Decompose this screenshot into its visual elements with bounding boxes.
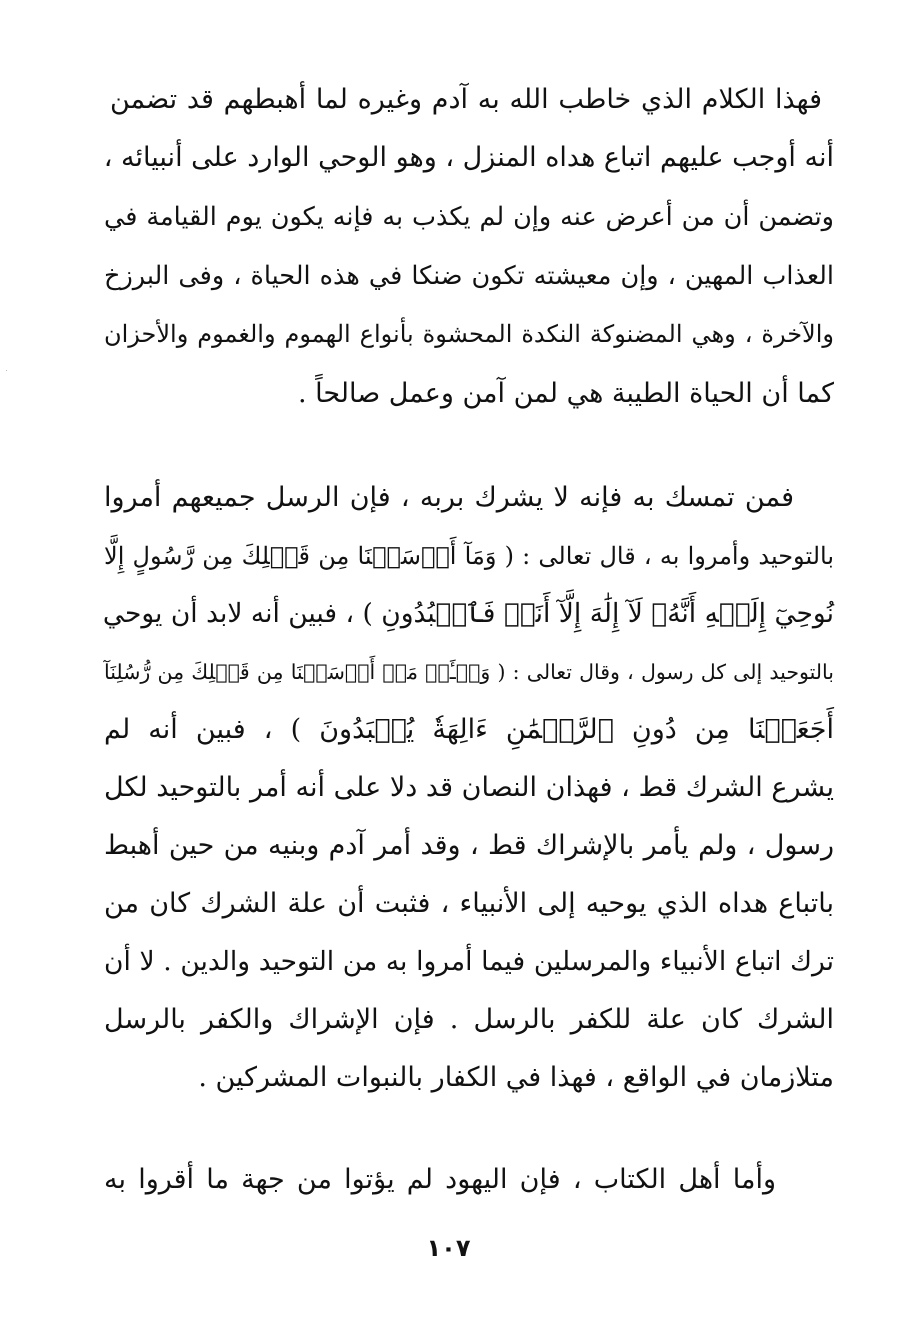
paragraph-line: العذاب المهين ، وإن معيشته تكون ضنكا في هذه الحياة ، وفى البرزخ xyxy=(104,261,834,291)
paragraph-line: وأما أهل الكتاب ، فإن اليهود لم يؤتوا من جهة ما أقروا به xyxy=(104,1164,776,1195)
paragraph-line: رسول ، ولم يأمر بالإشراك قط ، وقد أمر آدم وبنيه من حين أهبط xyxy=(104,830,834,861)
paragraph-line-with-verse: بالتوحيد وأمروا به ، قال تعالى : ( وَمَآ أَرۡسَلۡنَا مِن قَبۡلِكَ مِن رَّسُولٍ إِلَّا xyxy=(104,542,834,570)
paragraph-line-with-verse: نُوحِيٓ إِلَيۡهِ أَنَّهُۥ لَآ إِلَٰهَ إِلَّآ أَنَا۠ فَٱعۡبُدُونِ ) ، فبين أنه لابد أن يوحي xyxy=(102,598,834,629)
paragraph-line: وتضمن أن من أعرض عنه وإن لم يكذب به فإنه يكون يوم القيامة في xyxy=(104,202,834,232)
paragraph-line: فمن تمسك به فإنه لا يشرك بربه ، فإن الرسل جميعهم أمروا xyxy=(104,482,794,513)
paragraph-line: والآخرة ، وهي المضنوكة النكدة المحشوة بأنواع الهموم والغموم والأحزان xyxy=(104,320,834,348)
paragraph-line: متلازمان في الواقع ، فهذا في الكفار بالنبوات المشركين . xyxy=(198,1062,834,1093)
paragraph-line: كما أن الحياة الطيبة هي لمن آمن وعمل صالحاً . xyxy=(297,378,834,409)
paragraph-line: باتباع هداه الذي يوحيه إلى الأنبياء ، فثبت أن علة الشرك كان من xyxy=(104,888,834,919)
paragraph-line: أنه أوجب عليهم اتباع هداه المنزل ، وهو الوحي الوارد على أنبيائه ، xyxy=(103,142,834,173)
paragraph-line: ترك اتباع الأنبياء والمرسلين فيما أمروا به من التوحيد والدين . لا أن xyxy=(104,946,834,977)
paragraph-line-with-verse: بالتوحيد إلى كل رسول ، وقال تعالى : ( وَسۡـَٔلۡ مَنۡ أَرۡسَلۡنَا مِن قَبۡلِكَ مِن رُّسُلِنَآ xyxy=(104,660,834,684)
margin-speck xyxy=(6,370,7,371)
paragraph-line-with-verse: أَجَعَلۡنَا مِن دُونِ ٱلرَّحۡمَٰنِ ءَالِهَةٗ يُعۡبَدُونَ ) ، فبين أنه لم xyxy=(104,714,834,745)
paragraph-line: يشرع الشرك قط ، فهذان النصان قد دلا على أنه أمر بالتوحيد لكل xyxy=(104,772,834,803)
page-number: ١٠٧ xyxy=(426,1234,471,1262)
paragraph-line: فهذا الكلام الذي خاطب الله به آدم وغيره لما أهبطهم قد تضمن xyxy=(110,84,822,115)
paragraph-line: الشرك كان علة للكفر بالرسل . فإن الإشراك والكفر بالرسل xyxy=(104,1004,834,1035)
